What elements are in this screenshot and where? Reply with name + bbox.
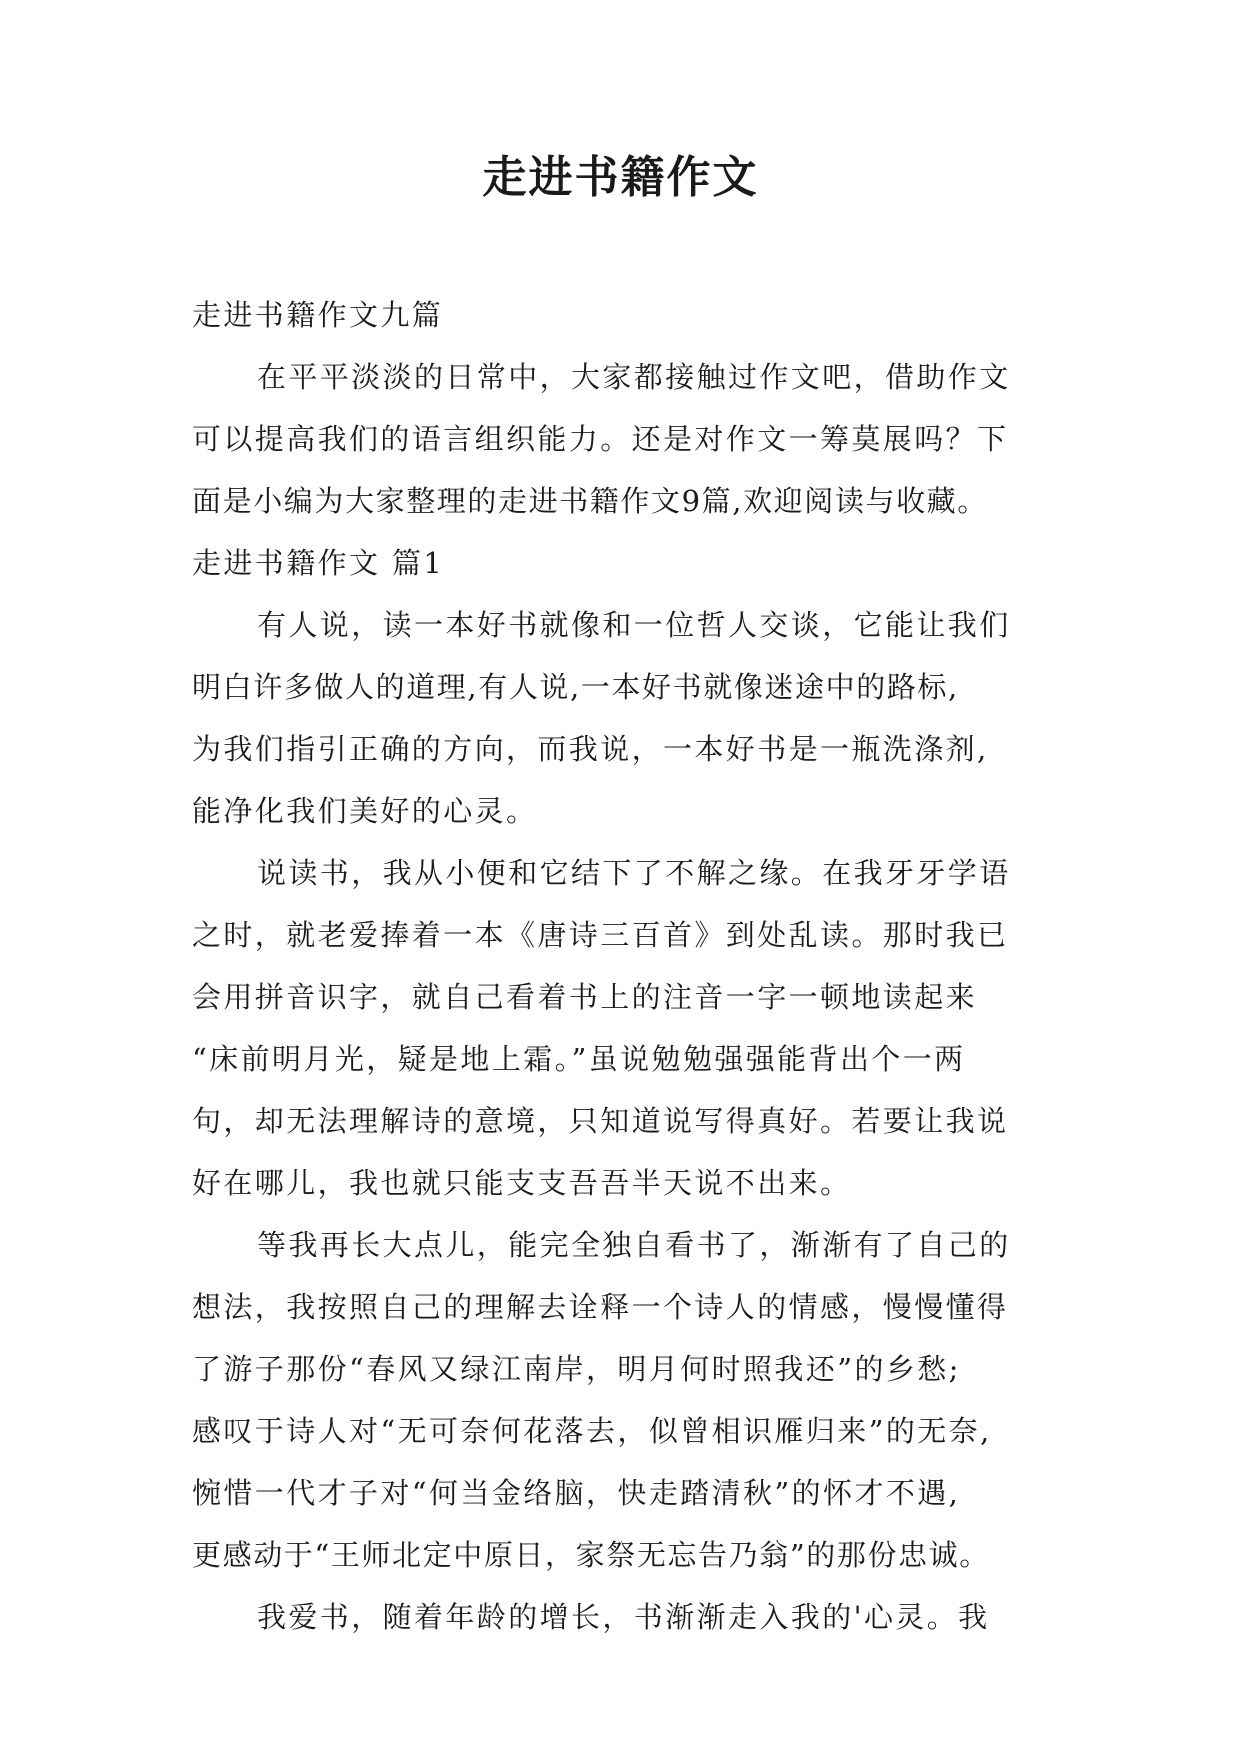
paragraph-line: 明白许多做人的道理,有人说,一本好书就像迷途中的路标, (192, 670, 959, 704)
document-body (192, 284, 1048, 1648)
paragraph-line: 能净化我们美好的心灵。 (192, 794, 538, 828)
section-heading: 走进书籍作文 篇1 (192, 546, 445, 580)
paragraph-line: 等我再长大点儿，能完全独自看书了，渐渐有了自己的 (257, 1228, 1011, 1262)
paragraph-line: 更感动于“王师北定中原日，家祭无忘告乃翁”的那份忠诚。 (192, 1538, 990, 1572)
paragraph-line: 之时，就老爱捧着一本《唐诗三百首》到处乱读。那时我已 (192, 918, 1009, 952)
intro-paragraph-line: 在平平淡淡的日常中，大家都接触过作文吧，借助作文 (257, 360, 1011, 394)
paragraph-line: 有人说，读一本好书就像和一位哲人交谈，它能让我们 (257, 608, 1011, 642)
paragraph-line: 我爱书，随着年龄的增长，书渐渐走入我的'心灵。我 (257, 1600, 990, 1634)
paragraph-line: 为我们指引正确的方向，而我说，一本好书是一瓶洗涤剂, (192, 732, 989, 766)
paragraph-line: 说读书，我从小便和它结下了不解之缘。在我牙牙学语 (257, 856, 1011, 890)
paragraph-line: 了游子那份“春风又绿江南岸，明月何时照我还”的乡愁; (192, 1352, 961, 1386)
paragraph-line: 感叹于诗人对“无可奈何花落去，似曾相识雁归来”的无奈, (192, 1414, 992, 1448)
paragraph-line: 好在哪儿，我也就只能支支吾吾半天说不出来。 (192, 1166, 852, 1200)
document-title: 走进书籍作文 (482, 152, 759, 203)
intro-paragraph-line: 可以提高我们的语言组织能力。还是对作文一筹莫展吗？下 (192, 422, 1009, 456)
paragraph-line: 会用拼音识字，就自己看着书上的注音一字一顿地读起来 (192, 980, 978, 1014)
paragraph-line: 惋惜一代才子对“何当金络脑，快走踏清秋”的怀才不遇, (192, 1476, 961, 1510)
paragraph-line: “床前明月光，疑是地上霜。”虽说勉勉强强能背出个一两 (192, 1042, 966, 1076)
intro-paragraph-line: 面是小编为大家整理的走进书籍作文9篇,欢迎阅读与收藏。 (192, 484, 988, 518)
paragraph-line: 句，却无法理解诗的意境，只知道说写得真好。若要让我说 (192, 1104, 1009, 1138)
subtitle-line: 走进书籍作文九篇 (192, 298, 444, 332)
paragraph-line: 想法，我按照自己的理解去诠释一个诗人的情感，慢慢懂得 (192, 1290, 1009, 1324)
